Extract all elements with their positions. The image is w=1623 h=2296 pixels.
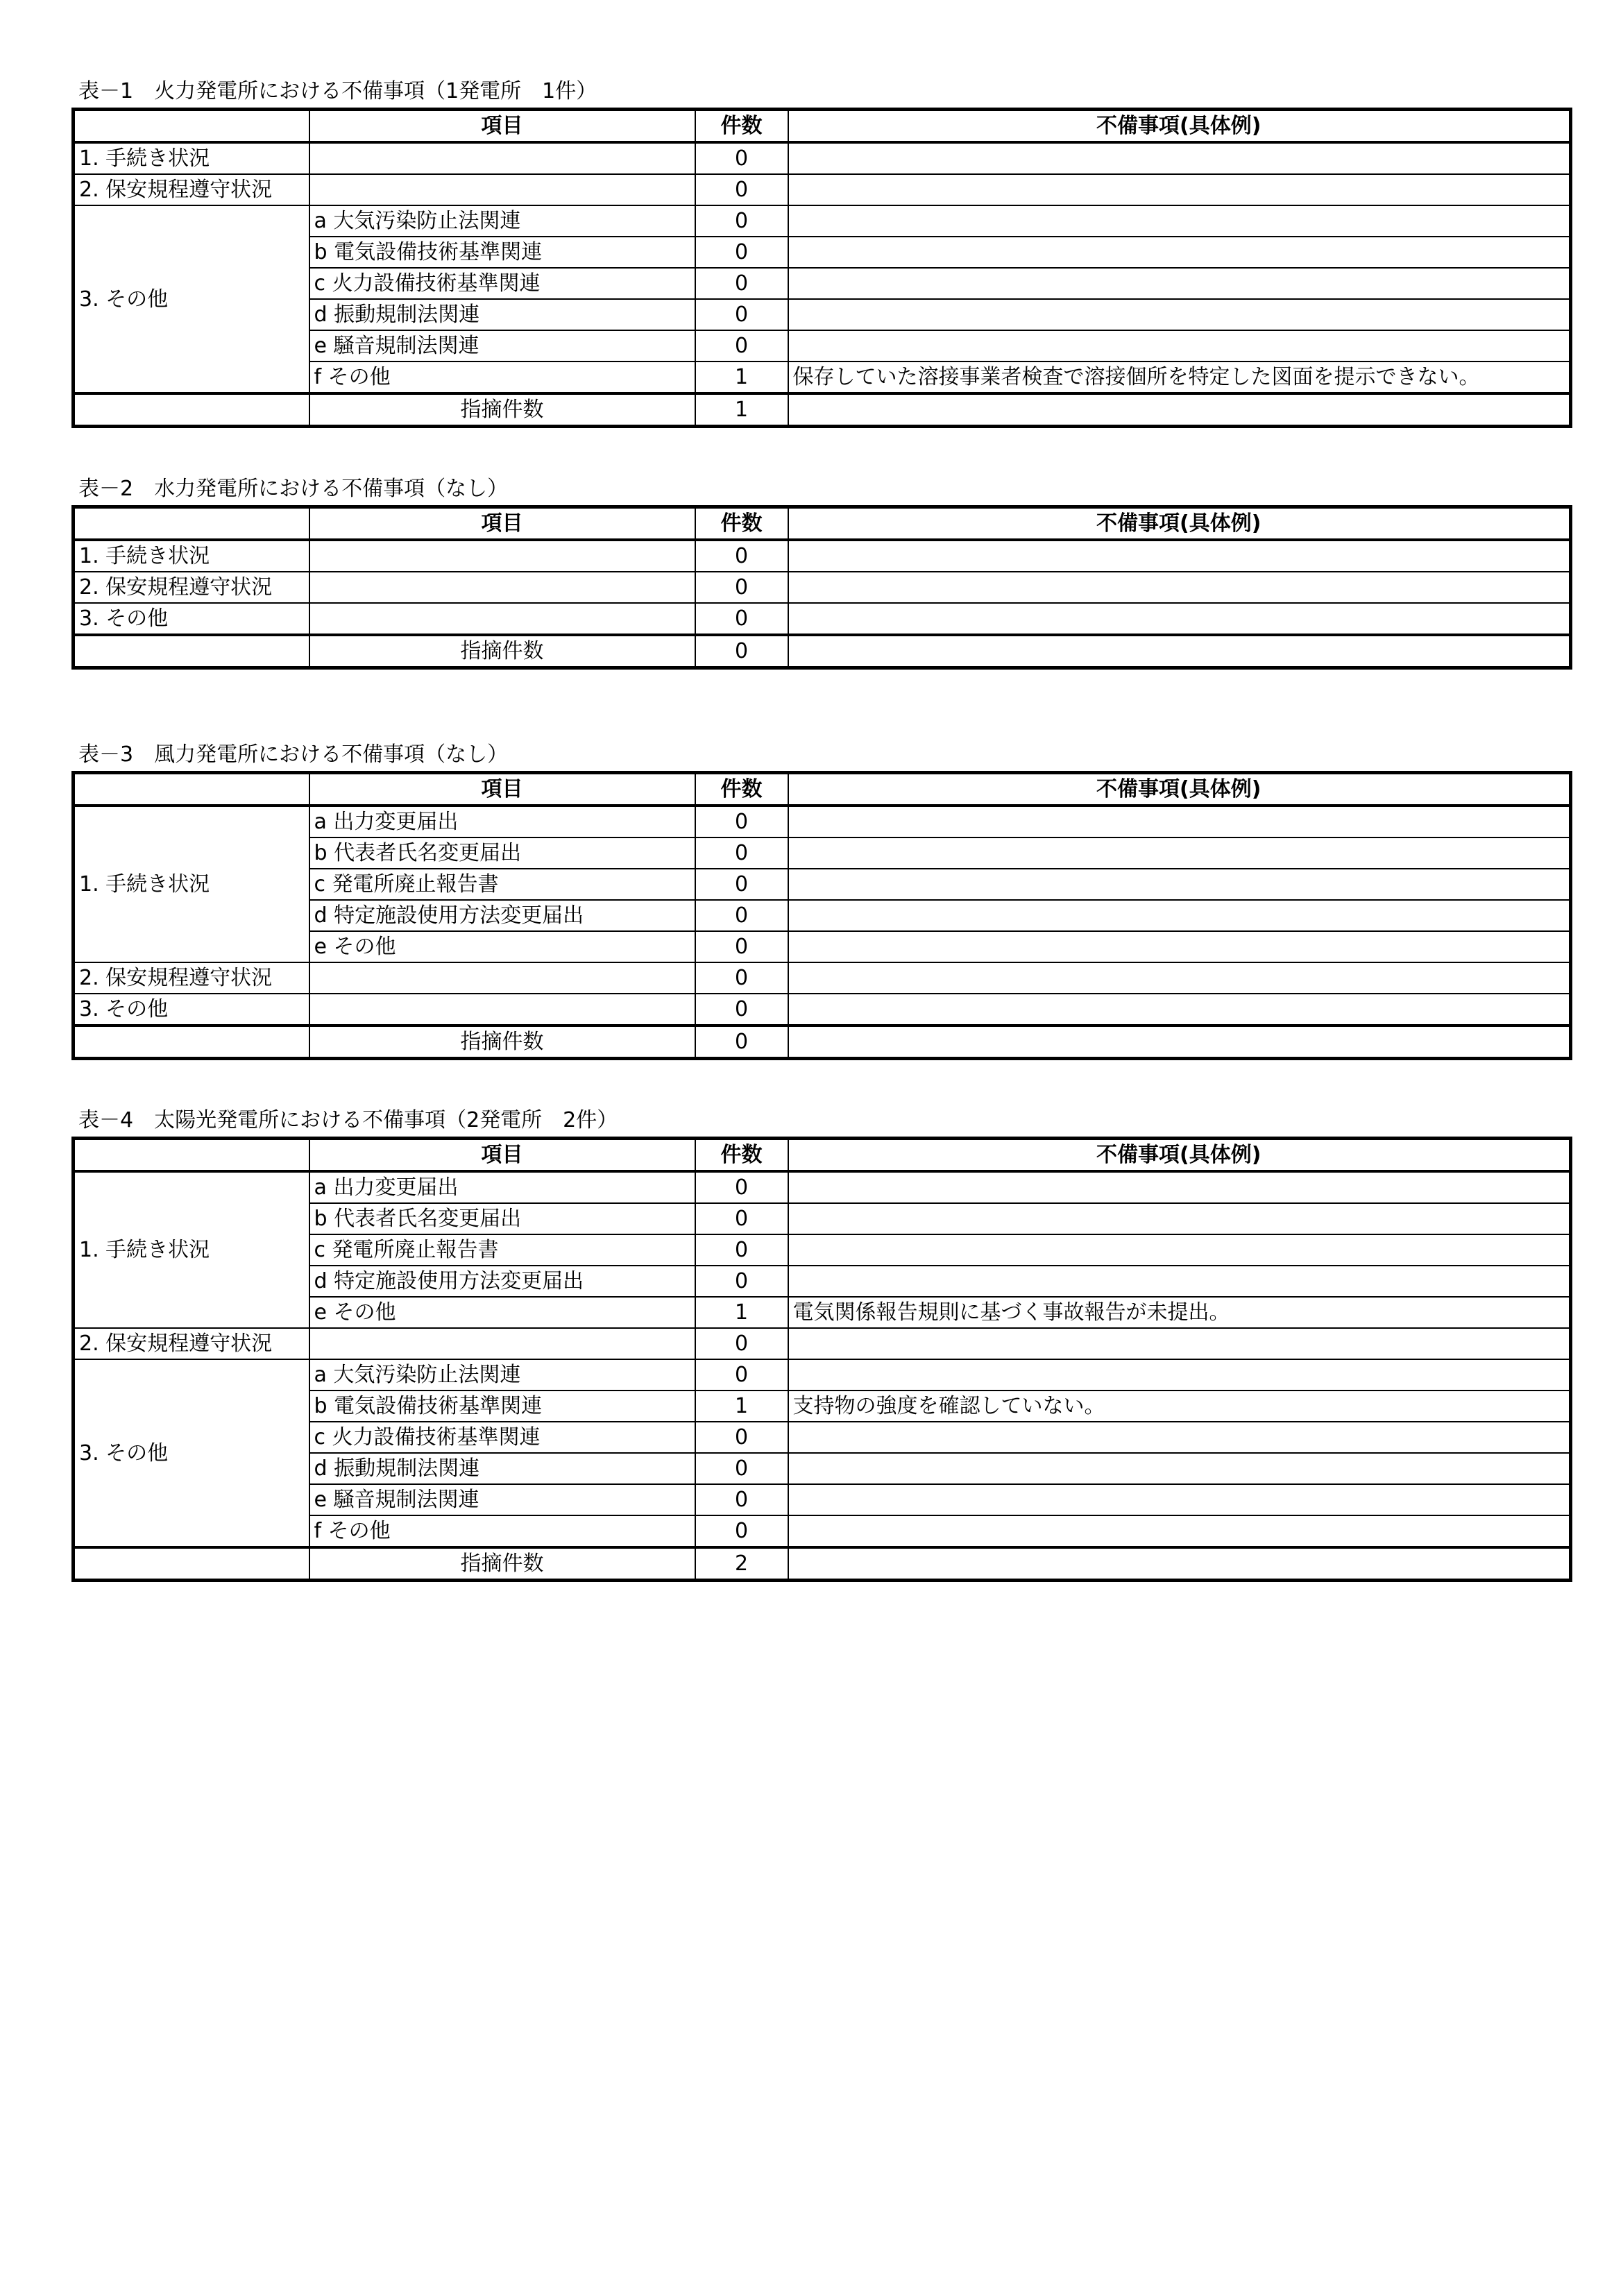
table3-wind [71, 771, 1572, 1060]
row-item [309, 174, 695, 205]
table-row [74, 603, 1571, 635]
row-count: 0 [695, 572, 788, 603]
table-row [74, 1171, 1571, 1203]
row-count: 0 [695, 540, 788, 572]
row-count: 0 [695, 962, 788, 994]
row-detail: 支持物の強度を確認していない。 [788, 1391, 1571, 1422]
header-detail: 不備事項(具体例) [788, 773, 1571, 806]
header-count: 件数 [695, 110, 788, 143]
total-label: 指摘件数 [309, 635, 695, 668]
total-detail [788, 1026, 1571, 1059]
row-detail [788, 1515, 1571, 1547]
row-count: 0 [695, 1171, 788, 1203]
row-count: 0 [695, 205, 788, 237]
row-item: f その他 [309, 362, 695, 393]
row-detail [788, 330, 1571, 362]
table-header-row [74, 773, 1571, 806]
row-item: d 振動規制法関連 [309, 299, 695, 330]
table-header-row [74, 1139, 1571, 1172]
header-detail: 不備事項(具体例) [788, 507, 1571, 541]
row-detail [788, 962, 1571, 994]
row-detail [788, 1484, 1571, 1515]
row-count: 0 [695, 1328, 788, 1359]
row-detail [788, 1453, 1571, 1484]
row-item [309, 603, 695, 635]
header-blank [74, 1139, 309, 1172]
table4-caption: 表－4 太陽光発電所における不備事項（2発電所 2件） [78, 1108, 618, 1132]
header-item: 項目 [309, 507, 695, 541]
row-item: b 電気設備技術基準関連 [309, 1391, 695, 1422]
total-blank [74, 1547, 309, 1581]
row-category: 1. 手続き状況 [74, 142, 309, 174]
row-category: 3. その他 [74, 994, 309, 1026]
row-item: c 火力設備技術基準関連 [309, 268, 695, 299]
row-detail [788, 806, 1571, 837]
table4-solar [71, 1137, 1572, 1582]
row-detail [788, 931, 1571, 962]
total-blank [74, 393, 309, 427]
table2-caption: 表－2 水力発電所における不備事項（なし） [78, 477, 509, 501]
total-blank [74, 1026, 309, 1059]
row-count: 1 [695, 362, 788, 393]
row-count: 0 [695, 994, 788, 1026]
table1-thermal [71, 108, 1572, 428]
row-detail [788, 1266, 1571, 1297]
table-header-row [74, 507, 1571, 541]
row-item: b 代表者氏名変更届出 [309, 1203, 695, 1234]
table-row [74, 572, 1571, 603]
row-detail [788, 1422, 1571, 1453]
total-detail [788, 1547, 1571, 1581]
header-blank [74, 507, 309, 541]
header-count: 件数 [695, 507, 788, 541]
row-item: d 特定施設使用方法変更届出 [309, 900, 695, 931]
row-item: a 大気汚染防止法関連 [309, 1359, 695, 1391]
header-detail: 不備事項(具体例) [788, 1139, 1571, 1172]
total-row [74, 1026, 1571, 1059]
row-detail [788, 572, 1571, 603]
header-item: 項目 [309, 1139, 695, 1172]
row-count: 0 [695, 1453, 788, 1484]
row-detail [788, 1234, 1571, 1266]
row-item: e その他 [309, 1297, 695, 1328]
table-row [74, 806, 1571, 837]
row-count: 0 [695, 1203, 788, 1234]
row-category: 1. 手続き状況 [74, 540, 309, 572]
row-count: 0 [695, 174, 788, 205]
table-row [74, 205, 1571, 237]
row-count: 0 [695, 1515, 788, 1547]
header-item: 項目 [309, 110, 695, 143]
total-count: 0 [695, 1026, 788, 1059]
total-detail [788, 635, 1571, 668]
row-count: 0 [695, 806, 788, 837]
group-category: 1. 手続き状況 [74, 1171, 309, 1328]
row-count: 0 [695, 1266, 788, 1297]
row-count: 0 [695, 931, 788, 962]
row-item [309, 142, 695, 174]
row-count: 0 [695, 142, 788, 174]
header-count: 件数 [695, 773, 788, 806]
table-row [74, 1359, 1571, 1391]
row-item: e 騒音規制法関連 [309, 1484, 695, 1515]
table-row [74, 142, 1571, 174]
row-detail [788, 299, 1571, 330]
table-row [74, 1328, 1571, 1359]
table-row [74, 994, 1571, 1026]
total-row [74, 393, 1571, 427]
row-item: c 発電所廃止報告書 [309, 1234, 695, 1266]
row-count: 0 [695, 837, 788, 869]
row-category: 3. その他 [74, 603, 309, 635]
row-item: b 電気設備技術基準関連 [309, 237, 695, 268]
row-category: 2. 保安規程遵守状況 [74, 572, 309, 603]
table2-hydro [71, 505, 1572, 670]
header-blank [74, 773, 309, 806]
row-count: 0 [695, 299, 788, 330]
row-detail [788, 869, 1571, 900]
row-category: 2. 保安規程遵守状況 [74, 1328, 309, 1359]
total-count: 0 [695, 635, 788, 668]
total-label: 指摘件数 [309, 1547, 695, 1581]
row-count: 0 [695, 1359, 788, 1391]
row-detail [788, 540, 1571, 572]
table-header-row [74, 110, 1571, 143]
row-category: 2. 保安規程遵守状況 [74, 962, 309, 994]
row-item: d 特定施設使用方法変更届出 [309, 1266, 695, 1297]
row-detail [788, 1359, 1571, 1391]
row-detail [788, 205, 1571, 237]
row-detail: 保存していた溶接事業者検査で溶接個所を特定した図面を提示できない。 [788, 362, 1571, 393]
total-detail [788, 393, 1571, 427]
header-item: 項目 [309, 773, 695, 806]
row-detail [788, 837, 1571, 869]
row-detail [788, 900, 1571, 931]
total-blank [74, 635, 309, 668]
row-detail [788, 1203, 1571, 1234]
group-category: 3. その他 [74, 205, 309, 393]
table-row [74, 540, 1571, 572]
table1-caption: 表－1 火力発電所における不備事項（1発電所 1件） [78, 79, 597, 103]
header-detail: 不備事項(具体例) [788, 110, 1571, 143]
row-count: 1 [695, 1297, 788, 1328]
row-detail [788, 1328, 1571, 1359]
row-item [309, 962, 695, 994]
row-count: 1 [695, 1391, 788, 1422]
total-label: 指摘件数 [309, 393, 695, 427]
table-row [74, 962, 1571, 994]
row-detail [788, 142, 1571, 174]
row-count: 0 [695, 1484, 788, 1515]
row-item: b 代表者氏名変更届出 [309, 837, 695, 869]
total-label: 指摘件数 [309, 1026, 695, 1059]
row-item [309, 572, 695, 603]
group-category: 3. その他 [74, 1359, 309, 1547]
row-detail [788, 268, 1571, 299]
row-detail [788, 1171, 1571, 1203]
row-detail [788, 174, 1571, 205]
row-item: a 大気汚染防止法関連 [309, 205, 695, 237]
row-item: c 発電所廃止報告書 [309, 869, 695, 900]
row-item [309, 994, 695, 1026]
row-count: 0 [695, 1422, 788, 1453]
row-item: d 振動規制法関連 [309, 1453, 695, 1484]
row-count: 0 [695, 330, 788, 362]
row-count: 0 [695, 237, 788, 268]
row-item: e その他 [309, 931, 695, 962]
row-item: c 火力設備技術基準関連 [309, 1422, 695, 1453]
row-count: 0 [695, 900, 788, 931]
row-item: f その他 [309, 1515, 695, 1547]
header-blank [74, 110, 309, 143]
row-item: e 騒音規制法関連 [309, 330, 695, 362]
row-count: 0 [695, 1234, 788, 1266]
total-count: 2 [695, 1547, 788, 1581]
row-detail [788, 237, 1571, 268]
group-category: 1. 手続き状況 [74, 806, 309, 962]
table-row [74, 174, 1571, 205]
row-category: 2. 保安規程遵守状況 [74, 174, 309, 205]
total-row [74, 1547, 1571, 1581]
total-count: 1 [695, 393, 788, 427]
row-item: a 出力変更届出 [309, 806, 695, 837]
row-item [309, 540, 695, 572]
row-item: a 出力変更届出 [309, 1171, 695, 1203]
total-row [74, 635, 1571, 668]
row-detail: 電気関係報告規則に基づく事故報告が未提出。 [788, 1297, 1571, 1328]
row-item [309, 1328, 695, 1359]
row-detail [788, 994, 1571, 1026]
row-count: 0 [695, 869, 788, 900]
header-count: 件数 [695, 1139, 788, 1172]
row-count: 0 [695, 603, 788, 635]
table3-caption: 表－3 風力発電所における不備事項（なし） [78, 742, 509, 767]
row-detail [788, 603, 1571, 635]
row-count: 0 [695, 268, 788, 299]
